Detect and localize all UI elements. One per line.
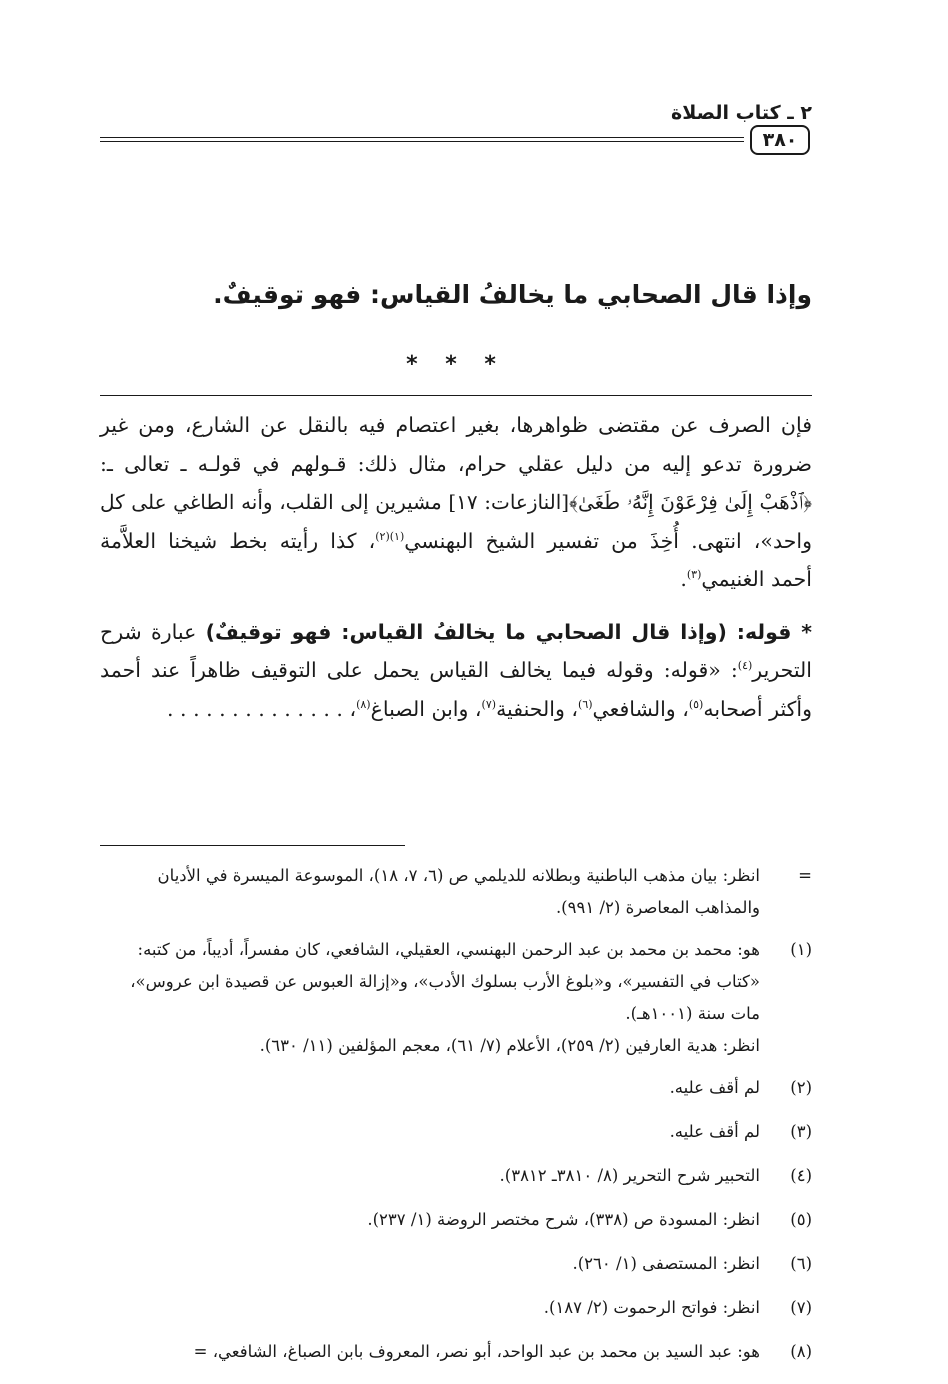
footnote-marker: (٥) [688, 697, 704, 711]
footnote-references: انظر: هدية العارفين (٢/ ٢٥٩)، الأعلام (٧/ ٦١)، معجم المؤلفين (١١/ ٦٣٠). [259, 1036, 760, 1055]
footnote-7 [100, 1292, 812, 1324]
footnote-6 [100, 1248, 812, 1280]
body-line: وأكثر أصحابه$^{(٥)}$، والشافعي$^{(٦)}$، والحنفية$^{(٧)}$، وابن الصباغ$^{(٨)}$، . . . . . . . . . . . . . . [167, 696, 812, 721]
footnote-number: (٥) [790, 1210, 812, 1229]
footnote-text: انظر: فواتح الرحموت (٢/ ١٨٧). [543, 1298, 760, 1317]
footnote-text: لم أقف عليه. [669, 1078, 760, 1097]
verse-reference: [النازعات: ١٧] مشيرين إلى القلب، وأنه الطاغي على كل [100, 490, 570, 514]
footnote-text: هو: محمد بن محمد بن عبد الرحمن البهنسي، العقيلي، الشافعي، كان مفسراً، أديباً، من كتبه: «كتاب في التفسير»، و«بلوغ الأرب بسلوك الأدب»، و«إزالة العبوس عن قصيدة ابن عروس»، مات سنة (١٠٠١هـ). [130, 940, 760, 1023]
book-page [100, 100, 812, 1361]
footnote-1 [100, 934, 812, 1062]
body-line: ضرورة تدعو إليه من دليل عقلي حرام، مثال ذلك: قـولهم في قولـه ـ تعالى ـ: [100, 451, 812, 476]
footnote-text: انظر: بيان مذهب الباطنية وبطلانه للديلمي ص (٦، ٧، ١٨)، الموسوعة الميسرة في الأديان والمذاهب المعاصرة (٢/ ٩٩١). [157, 866, 760, 917]
footnote-marker: (١)(٢) [375, 529, 405, 543]
running-head: ٢ ـ كتاب الصلاة [671, 102, 812, 124]
footnote-number: (٨) [790, 1342, 812, 1361]
page-number: ٣٨٠ [750, 125, 810, 155]
footnote-separator [100, 845, 405, 846]
footnote-number: (٧) [790, 1298, 812, 1317]
quoted-matn: * قوله: (وإذا قال الصحابي ما يخالفُ القياس: فهو توقيفٌ) [205, 619, 812, 644]
section-separator: * * * [406, 352, 506, 377]
footnote-marker: (٦) [578, 697, 593, 711]
body-line: فإن الصرف عن مقتضى ظواهرها، بغير اعتصام فيه بالنقل عن الشارع، ومن غير [100, 413, 812, 437]
footnote-number: = [798, 866, 812, 885]
footnote-number: (٣) [790, 1122, 812, 1141]
footnote-2 [100, 1072, 812, 1104]
body-line: * قوله: (وإذا قال الصحابي ما يخالفُ القياس: فهو توقيفٌ) عبارة شرح [100, 619, 812, 644]
quran-verse: ﴿ٱذْهَبْ إِلَىٰ فِرْعَوْنَ إِنَّهُۥ طَغَىٰ﴾ [569, 490, 812, 514]
footnote-marker: (٤) [737, 659, 753, 673]
footnote-marker: (٨) [356, 697, 371, 711]
footnote-marker: (٧) [481, 697, 497, 711]
footnote-3 [100, 1116, 812, 1148]
footnote-number: (١) [790, 940, 812, 959]
body-line: التحرير$^{(٤)}$: «قوله: وقوله فيما يخالف القياس يحمل على التوقيف ظاهراً عند أحمد [100, 658, 812, 682]
footnote-continuation [100, 860, 812, 924]
footnote-number: (٢) [790, 1078, 812, 1097]
footnote-text: انظر: المستصفى (١/ ٢٦٠). [572, 1254, 760, 1273]
footnote-8 [100, 1336, 812, 1368]
matn-rule [100, 395, 812, 396]
footnote-marker: (٣) [686, 568, 702, 582]
footnote-number: (٦) [790, 1254, 812, 1273]
commentary-body [100, 406, 812, 728]
header-rule [100, 137, 744, 142]
footnote-text: هو: عبد السيد بن محمد بن عبد الواحد، أبو نصر، المعروف بابن الصباغ، الشافعي، = [193, 1342, 760, 1361]
footnotes [100, 860, 812, 1380]
footnote-number: (٤) [790, 1166, 812, 1185]
footnote-text: التحبير شرح التحرير (٨/ ٣٨١٠ـ ٣٨١٢). [499, 1166, 760, 1185]
body-line [100, 483, 812, 522]
footnote-5 [100, 1204, 812, 1236]
body-line: واحد»، انتهى. أُخِذَ من تفسير الشيخ البهنسي$^{(١)(٢)}$، كذا رأيته بخط شيخنا العلاَّمة [100, 528, 812, 553]
footnote-text: انظر: المسودة ص (٣٣٨)، شرح مختصر الروضة (١/ ٢٣٧). [367, 1210, 760, 1229]
matn-heading: وإذا قال الصحابي ما يخالفُ القياس: فهو توقيفٌ. [213, 280, 812, 309]
footnote-text: لم أقف عليه. [669, 1122, 760, 1141]
footnote-4 [100, 1160, 812, 1192]
body-line: أحمد الغنيمي$^{(٣)}$. [680, 567, 812, 591]
